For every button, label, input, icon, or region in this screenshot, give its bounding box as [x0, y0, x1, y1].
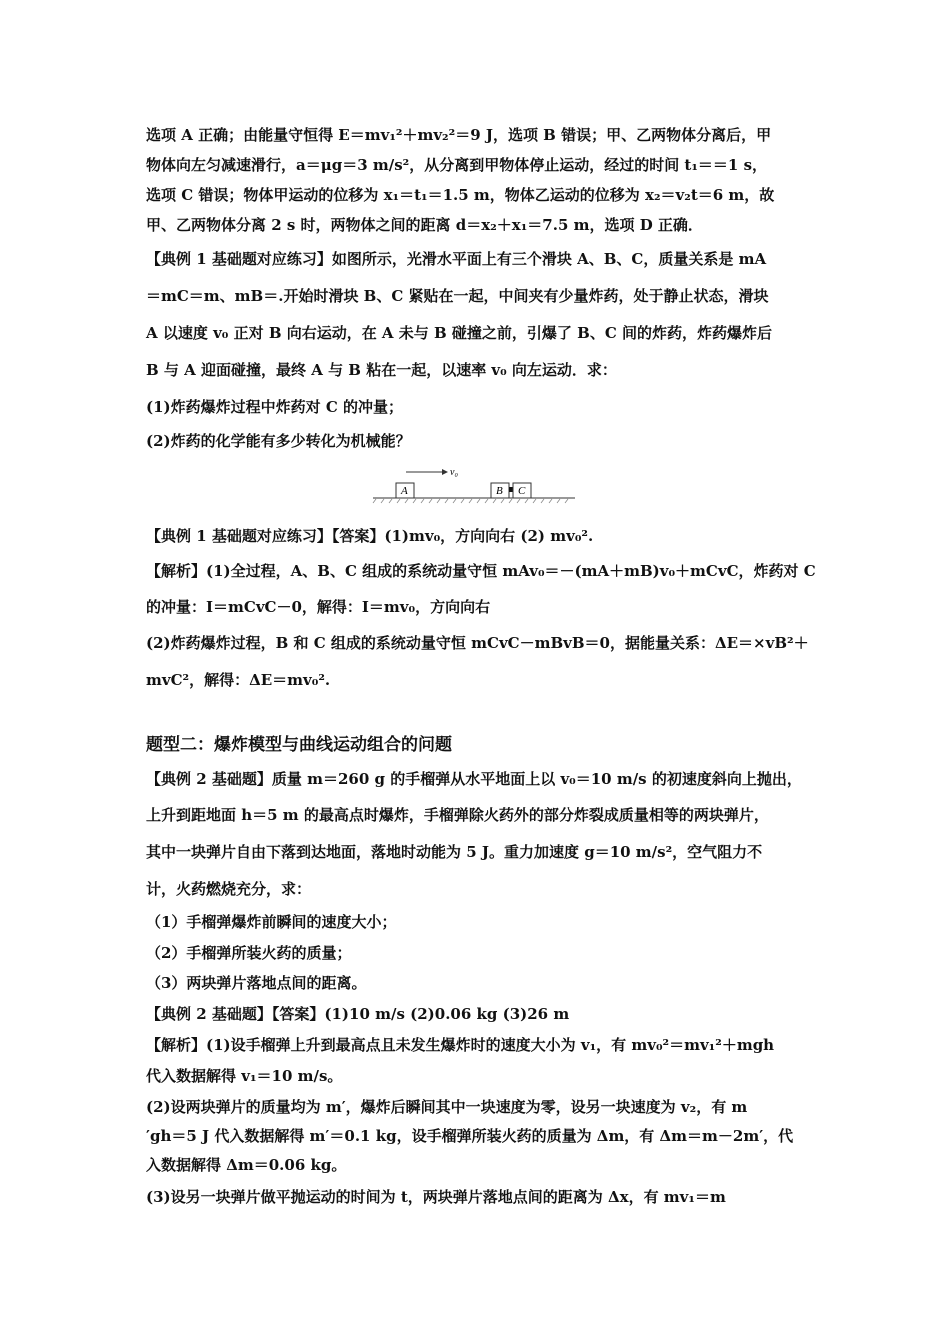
text-line: （1）手榴弹爆炸前瞬间的速度大小； [146, 913, 397, 931]
text-line: mvC²，解得：ΔE＝mv₀². [146, 671, 331, 689]
text-line: A 以速度 v₀ 正对 B 向右运动，在 A 未与 B 碰撞之前，引爆了 B、C 间的炸药，炸药爆炸后 [146, 324, 772, 342]
text-line: ＝mC＝m、mB＝.开始时滑块 B、C 紧贴在一起，中间夹有少量炸药，处于静止状态，滑块 [146, 287, 769, 305]
text-line: 【典例 2 基础题】质量 m＝260 g 的手榴弹从水平地面上以 v₀＝10 m/s 的初速度斜向上抛出， [146, 770, 802, 788]
text-line: (2)炸药的化学能有多少转化为机械能？ [146, 432, 411, 450]
text-line: （3）两块弹片落地点间的距离。 [146, 974, 367, 992]
text-line: ′gh＝5 J 代入数据解得 m′＝0.1 kg，设手榴弹所装火药的质量为 Δm，有 Δm＝m－2m′，代 [146, 1127, 794, 1145]
text-line: 【解析】(1)全过程，A、B、C 组成的系统动量守恒 mAv₀＝－(mA＋mB)v₀＋mCvC，炸药对 C [146, 562, 816, 580]
text-line: 计，火药燃烧充分，求： [146, 880, 312, 898]
text-line: 选项 C 错误；物体甲运动的位移为 x₁＝t₁＝1.5 m，物体乙运动的位移为 x₂＝v₂t＝6 m，故 [146, 186, 775, 204]
text-line: (2)设两块弹片的质量均为 m′，爆炸后瞬间其中一块速度为零，设另一块速度为 v₂，有 m [146, 1098, 748, 1116]
ground-hatch [373, 499, 568, 503]
explosive [509, 487, 513, 492]
text-line: 入数据解得 Δm＝0.06 kg。 [146, 1156, 347, 1174]
text-line: 物体向左匀减速滑行，a＝μg＝3 m/s²，从分离到甲物体停止运动，经过的时间 t₁＝＝1 s， [146, 156, 768, 174]
text-line: 代入数据解得 v₁＝10 m/s。 [146, 1067, 343, 1085]
text-line: （2）手榴弹所装火药的质量； [146, 944, 352, 962]
text-line: (3)设另一块弹片做平抛运动的时间为 t，两块弹片落地点间的距离为 Δx，有 mv₁＝m [146, 1188, 726, 1206]
text-line: 其中一块弹片自由下落到达地面，落地时动能为 5 J。重力加速度 g＝10 m/s²，空气阻力不 [146, 843, 763, 861]
text-line: 【典例 1 基础题对应练习】【答案】(1)mv₀，方向向右 (2) mv₀². [146, 527, 594, 545]
text-line: B 与 A 迎面碰撞，最终 A 与 B 粘在一起，以速率 v₀ 向左运动．求： [146, 361, 617, 379]
text-line: (1)炸药爆炸过程中炸药对 C 的冲量； [146, 398, 404, 416]
text-line: 【典例 1 基础题对应练习】如图所示，光滑水平面上有三个滑块 A、B、C，质量关系是 mA [146, 250, 767, 268]
text-line: 选项 A 正确；由能量守恒得 E＝mv₁²＋mv₂²＝9 J，选项 B 错误；甲、乙两物体分离后，甲 [146, 126, 772, 144]
slider-a-label: A [401, 485, 408, 497]
text-line: 【解析】(1)设手榴弹上升到最高点且未发生爆炸时的速度大小为 v₁，有 mv₀²＝mv₁²＋mgh [146, 1036, 775, 1054]
text-line: 【典例 2 基础题】【答案】(1)10 m/s (2)0.06 kg (3)26 m [146, 1005, 570, 1023]
sliders-figure [370, 463, 580, 505]
text-line: (2)炸药爆炸过程，B 和 C 组成的系统动量守恒 mCvC－mBvB＝0，据能量关系：ΔE＝×vB²＋ [146, 634, 809, 652]
text-line: 的冲量：I＝mCvC－0，解得：I＝mv₀，方向向右 [146, 598, 491, 616]
slider-b-label: B [496, 485, 503, 497]
slider-c-label: C [518, 485, 526, 497]
section-heading: 题型二：爆炸模型与曲线运动组合的问题 [146, 735, 452, 755]
velocity-label: v₀ [450, 467, 458, 478]
text-line: 甲、乙两物体分离 2 s 时，两物体之间的距离 d＝x₂＋x₁＝7.5 m，选项 D 正确． [146, 216, 703, 234]
velocity-arrowhead [442, 469, 448, 475]
text-line: 上升到距地面 h＝5 m 的最高点时爆炸，手榴弹除火药外的部分炸裂成质量相等的两块弹片， [146, 806, 769, 824]
